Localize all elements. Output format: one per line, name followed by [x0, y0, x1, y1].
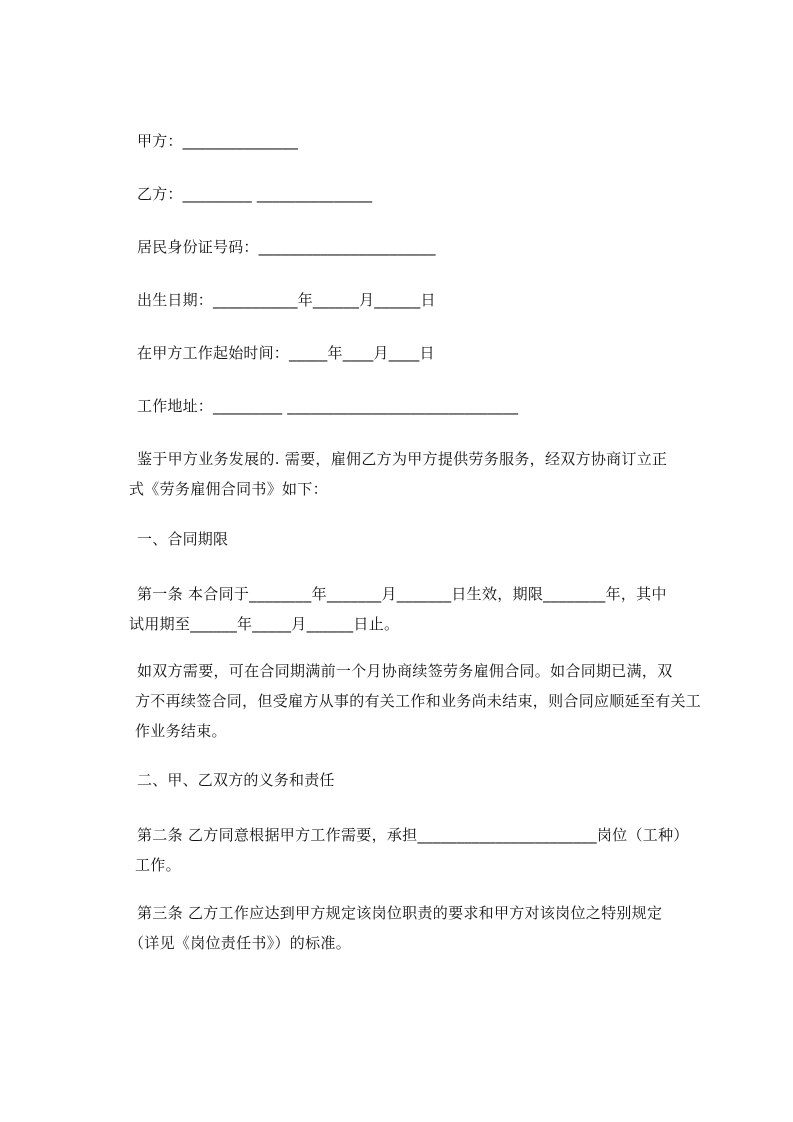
intro-row-2: 式《劳务雇佣合同书》如下： — [129, 480, 328, 498]
article-1-row-2: 试用期至______年_____月______日止。 — [129, 615, 400, 633]
article-2-paragraph — [137, 820, 700, 880]
birth-date-field: 出生日期：___________年______月______日 — [137, 291, 436, 309]
party-b-field: 乙方：_________ _______________ — [137, 185, 373, 203]
section-2-heading: 二、甲、乙双方的义务和责任 — [137, 771, 335, 789]
article-3-row-2: （详见《岗位责任书》）的标准。 — [129, 934, 352, 952]
intro-paragraph — [129, 444, 700, 504]
renewal-row-2: 方不再续签合同，但受雇方从事的有关工作和业务尚未结束，则合同应顺延至有关工 — [135, 692, 702, 710]
article-3-row-1: 第三条 乙方工作应达到甲方规定该岗位职责的要求和甲方对该岗位之特别规定 — [137, 904, 663, 922]
article-3-paragraph — [129, 898, 700, 958]
renewal-paragraph — [137, 656, 700, 746]
intro-row-1: 鉴于甲方业务发展的. 需要，雇佣乙方为甲方提供劳务服务，经双方协商订立正 — [137, 450, 668, 468]
party-a-field: 甲方：_______________ — [137, 132, 299, 150]
renewal-row-3: 作业务结束。 — [135, 722, 227, 740]
start-time-field: 在甲方工作起始时间：_____年____月____日 — [137, 344, 435, 362]
renewal-row-1: 如双方需要，可在合同期满前一个月协商续签劳务雇佣合同。如合同期已满，双 — [137, 662, 673, 680]
article-1-paragraph — [129, 579, 700, 639]
section-1-heading: 一、合同期限 — [137, 530, 229, 548]
article-1-row-1: 第一条 本合同于________年_______月_______日生效，期限________年，其中 — [137, 585, 667, 603]
id-number-field: 居民身份证号码：_______________________ — [137, 238, 436, 256]
article-2-row-1: 第二条 乙方同意根据甲方工作需要，承担_______________________岗位（工种） — [137, 826, 689, 844]
article-2-row-2: 工作。 — [135, 856, 181, 874]
work-address-field: 工作地址：_________ ______________________________ — [137, 397, 519, 415]
